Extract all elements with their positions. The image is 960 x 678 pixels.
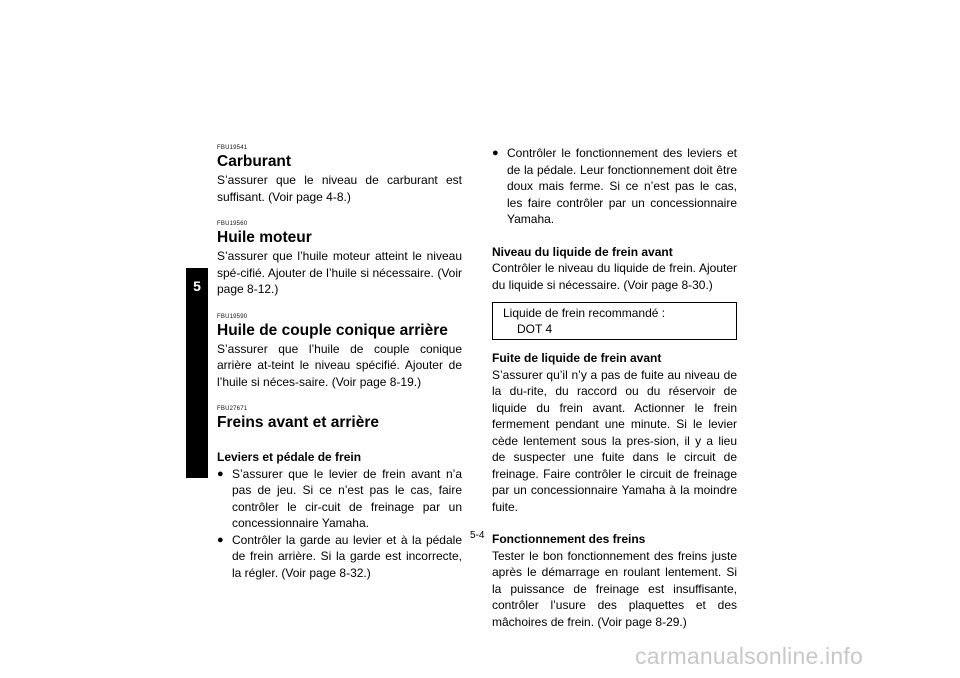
list-item-text: S’assurer que le levier de frein avant n’a pas de jeu. Si ce n’est pas le cas, faire contrôler le cir-cuit de freinage par un concessionnaire Yamaha. [232,466,462,530]
spec-value: DOT 4 [517,322,553,336]
section-code: FBU19560 [217,221,248,227]
section-text: S’assurer que l’huile moteur atteint le niveau spé-cifié. Ajouter de l’huile si nécessaire. (Voir page 8-12.) [217,249,462,296]
subsection-title: Fonctionnement des freins [492,532,646,546]
subsection-title: Fuite de liquide de frein avant [492,351,662,365]
bullet-icon: ● [217,533,224,546]
list-item [492,145,737,228]
right-column [492,145,737,630]
subsection-text: Contrôler le niveau du liquide de frein. Ajouter du liquide si nécessaire. (Voir page 8-30.) [492,261,737,292]
section-code: FBU19590 [217,313,248,320]
spec-box [492,302,737,340]
section-huile-couple [217,314,462,391]
list-item-text: Contrôler le fonctionnement des leviers et de la pédale. Leur fonctionnement doit être doux mais ferme. Si ce n’est pas le cas, les faire contrôler par un concessionnaire Yamaha. [507,146,737,226]
section-title: Carburant [217,153,292,170]
section-freins [217,406,462,581]
left-column [217,145,462,581]
section-text: S’assurer que l’huile de couple conique arrière at-teint le niveau spécifié. Ajouter de l’huile si néces-saire. (Voir page 8-19.) [217,341,462,389]
section-carburant [217,145,462,205]
section-code: FBU27671 [217,406,248,412]
subsection-text: Tester le bon fonctionnement des freins juste après le démarrage en roulant lentement. Si la puissance de freinage est insuffisante, contrôler l’usure des plaquettes et des mâchoires de frein. (Voir page 8-29.) [492,548,737,629]
section-title: Freins avant et arrière [217,414,379,431]
subsection-title: Niveau du liquide de frein avant [492,244,673,259]
watermark: carmanualsonline.info [635,643,863,669]
bullet-icon: ● [217,467,224,480]
spec-label: Liquide de frein recommandé : [503,306,666,320]
list-item [217,532,462,582]
bullet-icon: ● [492,147,499,159]
section-title: Huile moteur [217,229,312,246]
subsection-text: S’assurer qu’il n’y a pas de fuite au niveau de la du-rite, du raccord ou du réservoir de liquide du frein avant. Actionner le frein fermement pendant une minute. Si le levier cède lentement sous la pres-sion, il y a lieu de suspecter une fuite dans le circuit de freinage. Faire contrôler le circuit de freinage par un concessionnaire Yamaha à la moindre fuite. [492,367,737,514]
page-number: 5-4 [470,530,485,541]
section-huile-moteur [217,221,462,298]
list-item [217,466,462,532]
subsection-title: Leviers et pédale de frein [217,450,362,464]
chapter-tab: 5 [186,268,208,478]
section-text: S’assurer que le niveau de carburant est suffisant. (Voir page 4-8.) [217,173,462,204]
section-code: FBU19541 [217,145,248,151]
section-title: Huile de couple conique arrière [217,321,448,339]
list-item-text: Contrôler la garde au levier et à la pédale de frein arrière. Si la garde est incorrecte, la régler. (Voir page 8-32.) [232,532,462,580]
